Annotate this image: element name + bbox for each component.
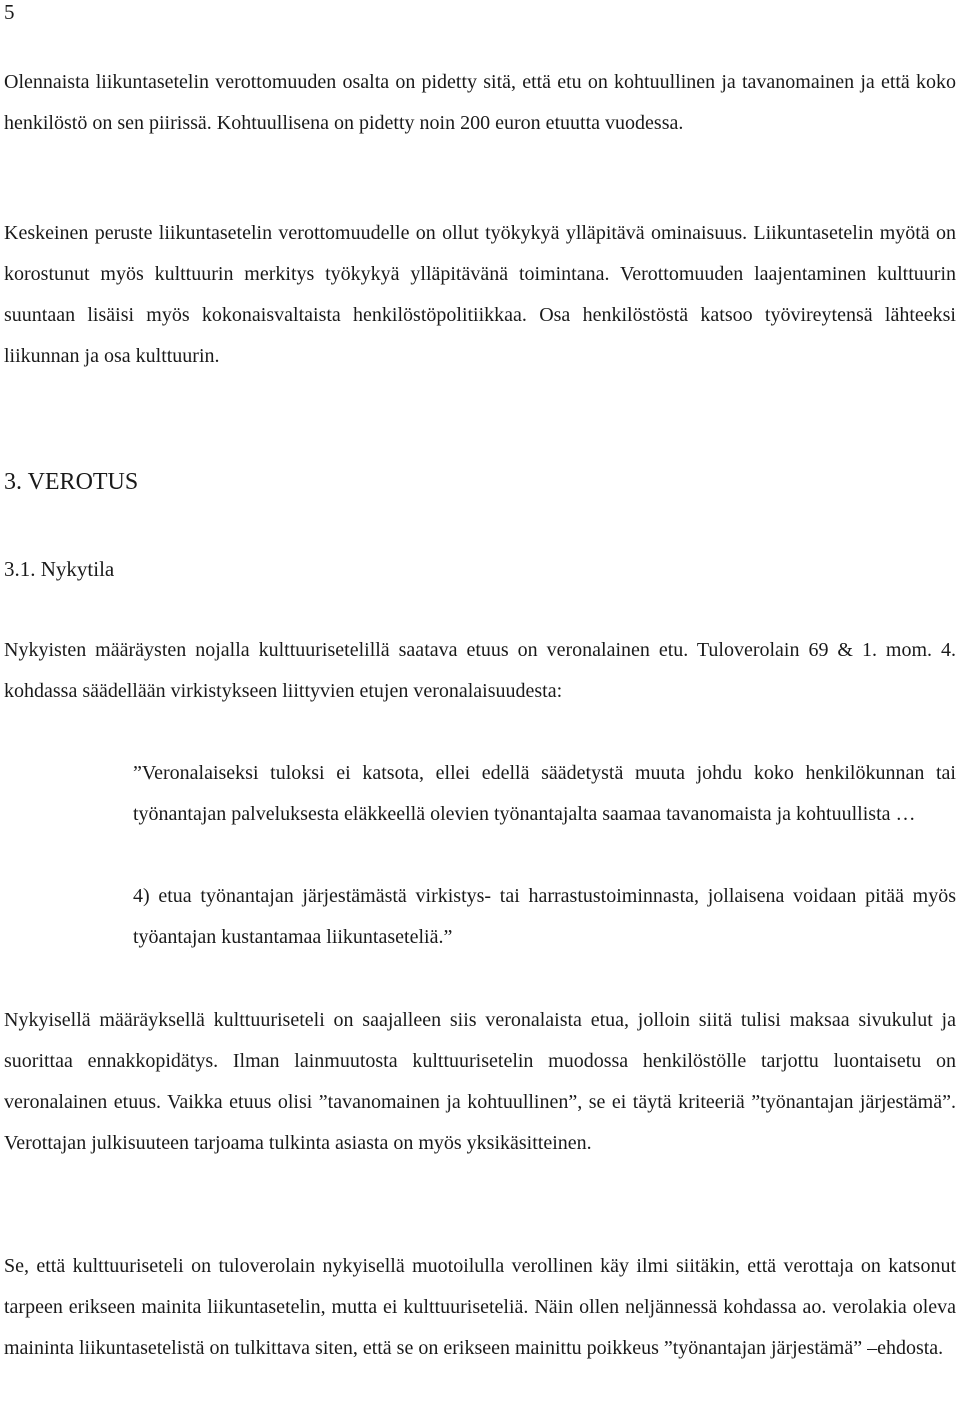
paragraph-exception: Se, että kulttuuriseteli on tuloverolain nykyisellä muotoilulla verollinen käy ilmi siitäkin, että verottaja on katsonut tarpeen erikseen mainita liikuntasetelin, mutta ei kulttuuriseteliä. Näin ollen neljännessä kohdassa ao. verolakia oleva maininta liikuntasetelistä on tulkittava siten, että se on erikseen mainittu poikkeus ”työnantajan järjestämä” –ehdosta. <box>4 1255 956 1359</box>
law-quote-intro: ”Veronalaiseksi tuloksi ei katsota, ellei edellä säädetystä muuta johdu koko henkilökunnan tai työnantajan palveluksesta eläkkeellä olevien työnantajalta saamaa tavanomaista ja kohtuullista … <box>133 762 956 825</box>
paragraph-current-rules: Nykyisten määräysten nojalla kulttuurisetelillä saatava etuus on veronalainen etu. Tuloverolain 69 & 1. mom. 4. kohdassa säädellään virkistykseen liittyvien etujen veronalaisuudesta: <box>4 639 956 702</box>
section-heading: 3. VEROTUS <box>4 469 139 495</box>
paragraph-work-ability: Keskeinen peruste liikuntasetelin verottomuudelle on ollut työkykyä ylläpitävä ominaisuus. Liikuntasetelin myötä on korostunut myös kulttuurin merkitys työkykyä ylläpitävänä toimintana. Verottomuuden laajentaminen kulttuurin suuntaan lisäisi myös kokonaisvaltaista henkilöstöpolitiikkaa. Osa henkilöstöstä katsoo työvireytensä lähteeksi liikunnan ja osa kulttuurin. <box>4 222 956 367</box>
page-number: 5 <box>4 0 15 24</box>
subsection-heading: 3.1. Nykytila <box>4 557 115 581</box>
paragraph-sports-voucher-taxfree: Olennaista liikuntasetelin verottomuuden osalta on pidetty sitä, että etu on kohtuullinen ja tavanomainen ja että koko henkilöstö on sen piirissä. Kohtuullisena on pidetty noin 200 euron etuutta vuodessa. <box>4 71 956 134</box>
law-quote-item-4: 4) etua työnantajan järjestämästä virkistys- tai harrastustoiminnasta, jollaisena voidaan pitää myös työantajan kustantamaa liikuntaseteliä.” <box>133 885 956 948</box>
paragraph-taxable-benefit: Nykyisellä määräyksellä kulttuuriseteli on saajalleen siis veronalaista etua, jolloin siitä tulisi maksaa sivukulut ja suorittaa ennakkopidätys. Ilman lainmuutosta kulttuurisetelin muodossa henkilöstölle tarjottu luontaisetu on veronalainen etuus. Vaikka etuus olisi ”tavanomainen ja kohtuullinen”, se ei täytä kriteeriä ”työnantajan järjestämä”. Verottajan julkisuuteen tarjoama tulkinta asiasta on myös yksikäsitteinen. <box>4 1009 956 1154</box>
